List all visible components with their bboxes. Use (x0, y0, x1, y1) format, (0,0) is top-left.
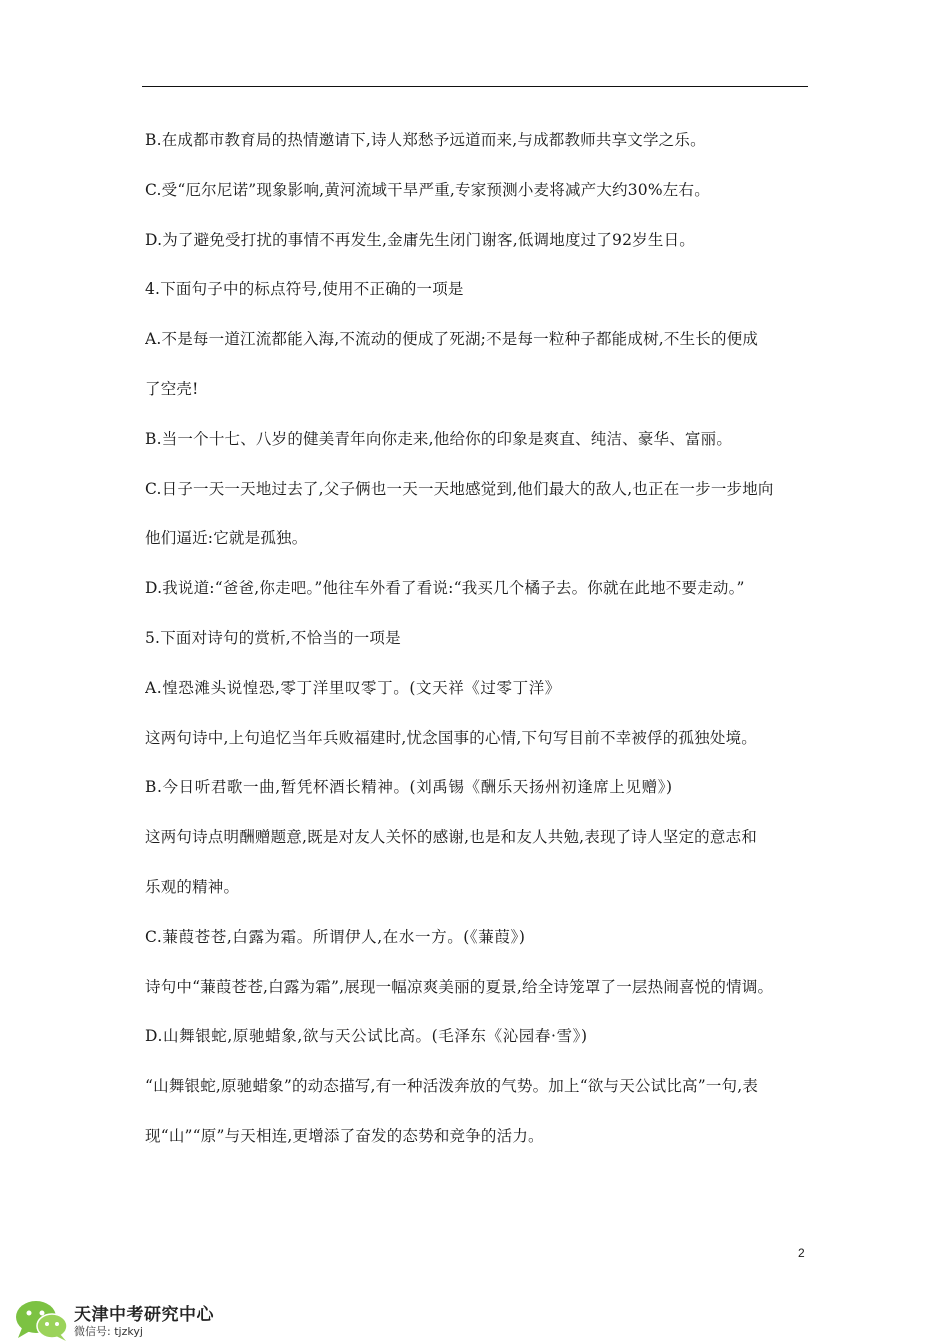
poem-line: D.山舞银蛇,原驰蜡象,欲与天公试比高。(毛泽东《沁园春·雪》) (145, 1027, 588, 1046)
text-line: 这两句诗中,上句追忆当年兵败福建时,忧念国事的心情,下句写目前不幸被俘的孤独处境。 (145, 728, 757, 747)
text-line: D.为了避免受打扰的事情不再发生,金庸先生闭门谢客,低调地度过了92岁生日。 (145, 230, 695, 249)
question-heading: 5.下面对诗句的赏析,不恰当的一项是 (145, 628, 401, 647)
text-line: 乐观的精神。 (145, 877, 240, 896)
text-line: 这两句诗点明酬赠题意,既是对友人关怀的感谢,也是和友人共勉,表现了诗人坚定的意志和 (145, 828, 757, 847)
text-line: C.日子一天一天地过去了,父子俩也一天一天地感觉到,他们最大的敌人,也正在一步一步地向 (145, 479, 774, 498)
brand-wechat-id: 微信号: tjzkyj (74, 1325, 143, 1338)
text-line: A.不是每一道江流都能入海,不流动的便成了死湖;不是每一粒种子都能成树,不生长的便成 (145, 330, 759, 349)
text-line: 现“山”“原”与天相连,更增添了奋发的态势和竞争的活力。 (145, 1126, 544, 1145)
text-line: C.受“厄尔尼诺”现象影响,黄河流域干旱严重,专家预测小麦将减产大约30%左右。 (145, 180, 710, 199)
poem-line: A.惶恐滩头说惶恐,零丁洋里叹零丁。(文天祥《过零丁洋》 (145, 678, 561, 697)
footer-brand (14, 1298, 314, 1342)
question-heading: 4.下面句子中的标点符号,使用不正确的一项是 (145, 280, 464, 299)
page-number: 2 (798, 1246, 805, 1260)
poem-line: C.蒹葭苍苍,白露为霜。所谓伊人,在水一方。(《蒹葭》) (145, 927, 526, 946)
document-body (145, 124, 810, 1170)
text-line: D.我说道:“爸爸,你走吧。”他往车外看了看说:“我买几个橘子去。你就在此地不要走动。” (145, 579, 745, 598)
header-rule (142, 86, 808, 87)
text-line: B.当一个十七、八岁的健美青年向你走来,他给你的印象是爽直、纯洁、豪华、富丽。 (145, 429, 733, 448)
text-line: 他们逼近:它就是孤独。 (145, 529, 308, 548)
text-line: “山舞银蛇,原驰蜡象”的动态描写,有一种活泼奔放的气势。加上“欲与天公试比高”一句,表 (145, 1077, 759, 1096)
poem-line: B.今日听君歌一曲,暂凭杯酒长精神。(刘禹锡《酬乐天扬州初逢席上见赠》) (145, 778, 673, 797)
text-line: B.在成都市教育局的热情邀请下,诗人郑愁予远道而来,与成都教师共享文学之乐。 (145, 131, 706, 149)
wechat-bubble-icon (14, 1298, 70, 1342)
brand-name: 天津中考研究中心 (74, 1305, 214, 1325)
text-line: 了空壳! (145, 379, 199, 398)
text-line: 诗句中“蒹葭苍苍,白露为霜”,展现一幅凉爽美丽的夏景,给全诗笼罩了一层热闹喜悦的情调。 (145, 977, 774, 996)
